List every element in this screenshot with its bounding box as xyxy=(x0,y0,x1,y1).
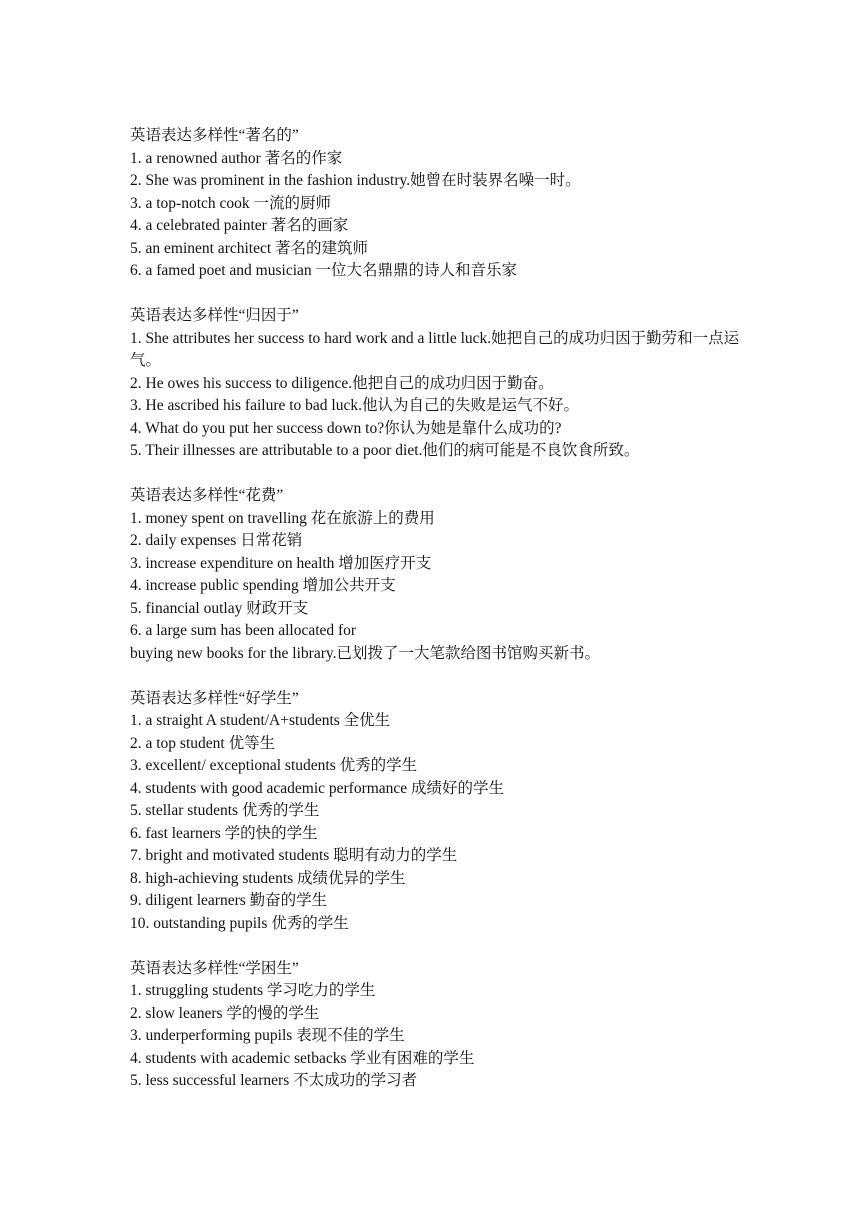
list-item: 2. He owes his success to diligence.他把自己的成功归因于勤奋。 xyxy=(130,374,554,392)
section-heading: 英语表达多样性“好学生” xyxy=(130,689,299,707)
list-item: 6. a large sum has been allocated for xyxy=(130,622,357,639)
document-page xyxy=(130,125,740,1115)
list-item: 3. a top-notch cook 一流的厨师 xyxy=(130,194,332,212)
list-item: 5. an eminent architect 著名的建筑师 xyxy=(130,239,369,257)
list-item: 10. outstanding pupils 优秀的学生 xyxy=(130,914,349,932)
section-good-students xyxy=(130,688,740,936)
list-item: 1. She attributes her success to hard work and a little luck.她把自己的成功归因于勤劳和一点运气。 xyxy=(130,329,740,369)
list-item: 3. He ascribed his failure to bad luck.他认为自己的失败是运气不好。 xyxy=(130,397,579,414)
list-item: 1. money spent on travelling 花在旅游上的费用 xyxy=(130,509,435,527)
list-item: 4. students with academic setbacks 学业有困难的学生 xyxy=(130,1049,475,1067)
list-item: 5. less successful learners 不太成功的学习者 xyxy=(130,1072,418,1089)
list-item: 5. stellar students 优秀的学生 xyxy=(130,802,320,819)
list-item: 6. a famed poet and musician 一位大名鼎鼎的诗人和音乐家 xyxy=(130,262,518,279)
section-famous xyxy=(130,125,740,283)
list-item: 7. bright and motivated students 聪明有动力的学生 xyxy=(130,847,458,864)
list-item: 4. What do you put her success down to?你认为她是靠什么成功的? xyxy=(130,419,562,437)
list-item: 4. a celebrated painter 著名的画家 xyxy=(130,217,349,234)
section-spending xyxy=(130,485,740,665)
list-item: 1. a straight A student/A+students 全优生 xyxy=(130,712,391,729)
list-item: buying new books for the library.已划拨了一大笔款给图书馆购买新书。 xyxy=(130,644,600,662)
list-item: 3. excellent/ exceptional students 优秀的学生 xyxy=(130,757,418,774)
list-item: 3. underperforming pupils 表现不佳的学生 xyxy=(130,1027,405,1044)
list-item: 5. Their illnesses are attributable to a poor diet.他们的病可能是不良饮食所致。 xyxy=(130,442,640,459)
section-heading: 英语表达多样性“著名的” xyxy=(130,127,299,144)
list-item: 8. high-achieving students 成绩优异的学生 xyxy=(130,869,406,887)
list-item: 3. increase expenditure on health 增加医疗开支 xyxy=(130,554,432,572)
list-item: 1. struggling students 学习吃力的学生 xyxy=(130,982,376,999)
list-item: 4. increase public spending 增加公共开支 xyxy=(130,577,396,594)
section-heading: 英语表达多样性“花费” xyxy=(130,487,284,504)
list-item: 2. daily expenses 日常花销 xyxy=(130,532,303,549)
section-heading: 英语表达多样性“归因于” xyxy=(130,307,299,324)
list-item: 2. slow leaners 学的慢的学生 xyxy=(130,1004,320,1022)
list-item: 6. fast learners 学的快的学生 xyxy=(130,824,318,842)
list-item: 1. a renowned author 著名的作家 xyxy=(130,149,343,167)
section-heading: 英语表达多样性“学困生” xyxy=(130,959,299,977)
section-attribute-to xyxy=(130,305,740,463)
section-struggling-students xyxy=(130,958,740,1093)
list-item: 4. students with good academic performance 成绩好的学生 xyxy=(130,779,505,797)
list-item: 2. She was prominent in the fashion industry.她曾在时装界名噪一时。 xyxy=(130,172,581,189)
list-item: 2. a top student 优等生 xyxy=(130,734,276,752)
list-item: 5. financial outlay 财政开支 xyxy=(130,599,309,617)
list-item: 9. diligent learners 勤奋的学生 xyxy=(130,892,328,909)
